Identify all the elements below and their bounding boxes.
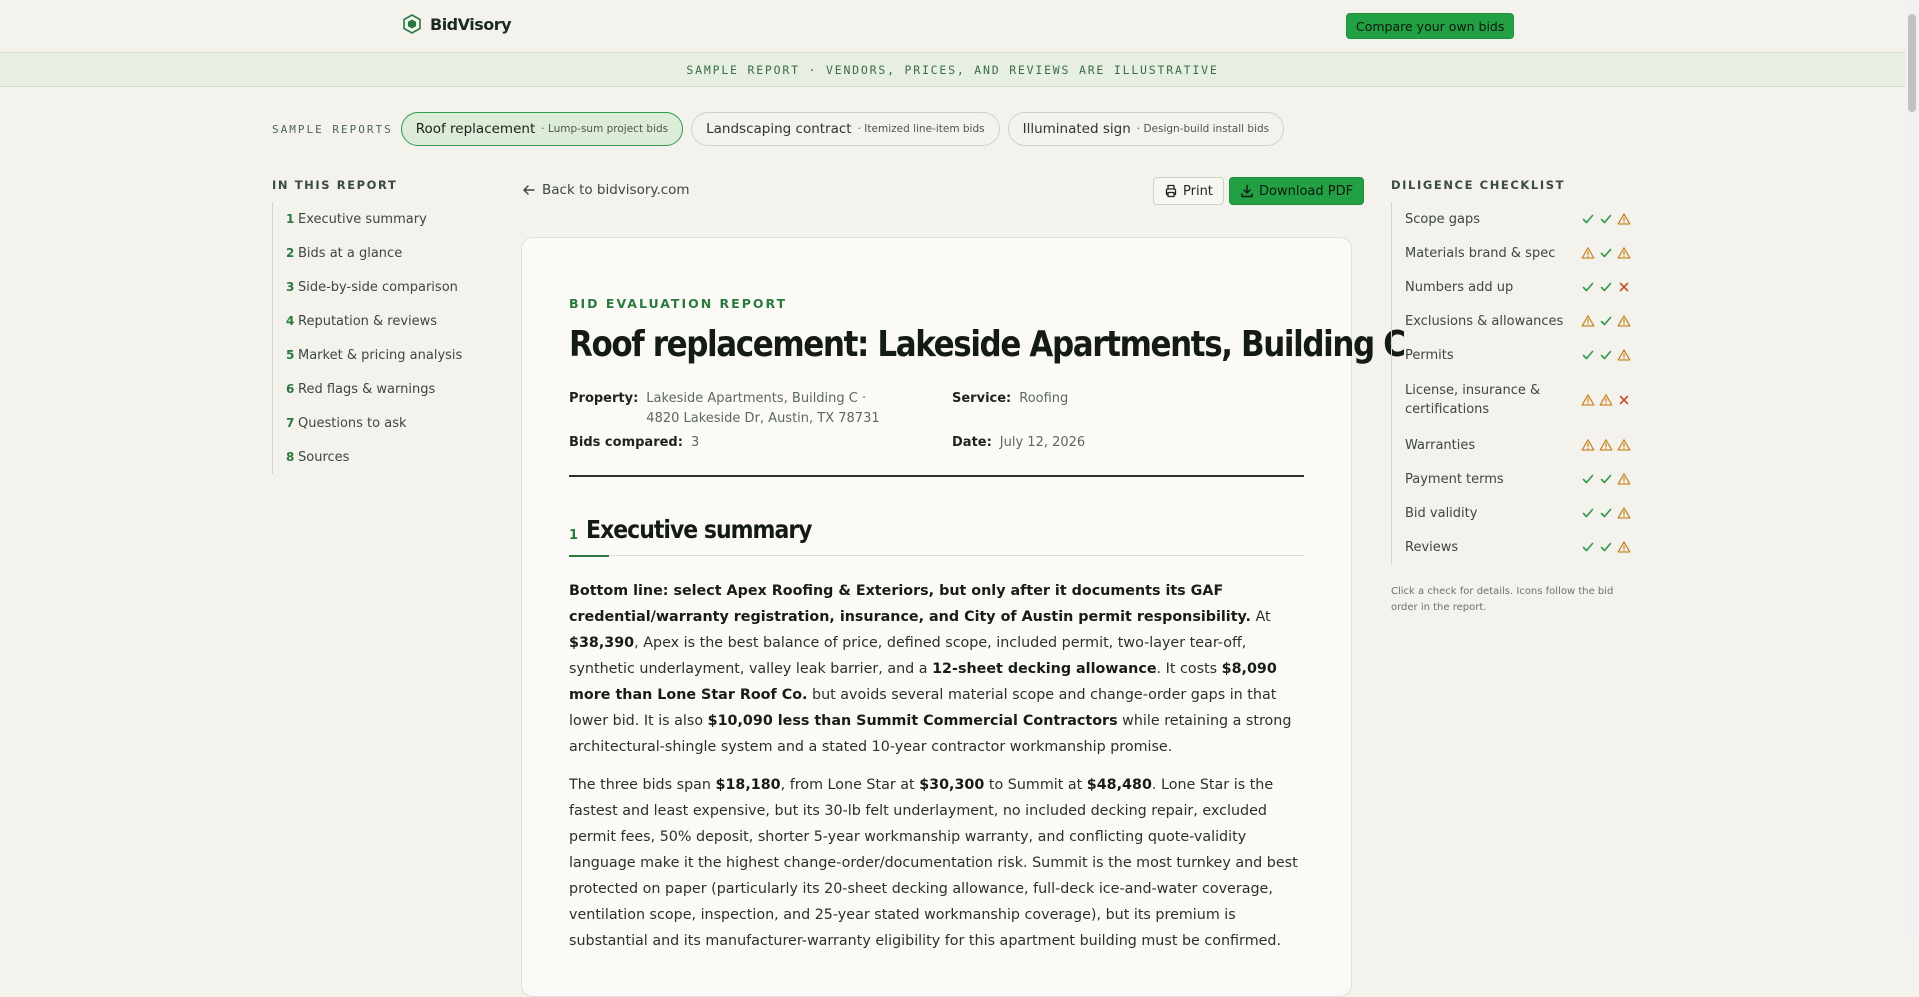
brand-name: BidVisory: [430, 14, 512, 34]
checklist-row[interactable]: [1405, 530, 1631, 564]
toc-label: Side-by-side comparison: [298, 279, 458, 295]
warning-triangle-icon[interactable]: [1617, 540, 1631, 554]
warning-triangle-icon[interactable]: [1581, 393, 1595, 407]
warning-triangle-icon[interactable]: [1581, 246, 1595, 260]
check-icon[interactable]: [1581, 212, 1595, 226]
scrollbar-thumb[interactable]: [1908, 14, 1916, 112]
toc-item-red-flags[interactable]: [286, 372, 472, 406]
sample-report-banner: SAMPLE REPORT · VENDORS, PRICES, AND REVIEWS ARE ILLUSTRATIVE: [0, 53, 1905, 87]
toc-label: Executive summary: [298, 211, 427, 227]
checklist-row-icons: [1581, 314, 1631, 328]
toc-number: 6: [286, 382, 295, 396]
warning-triangle-icon[interactable]: [1617, 472, 1631, 486]
summary-bold: Bottom line: select Apex Roofing & Exteriors, but only after it documents its GAF credential/warranty registration, insurance, and City of Austin permit responsibility.: [569, 583, 1251, 625]
toc-label: Questions to ask: [298, 415, 407, 431]
print-label: Print: [1183, 183, 1213, 199]
section-title: Executive summary: [586, 516, 812, 545]
summary-bold: $18,180: [715, 777, 781, 793]
section-accent-underline: [569, 555, 609, 557]
summary-text: to Summit at: [984, 777, 1087, 793]
summary-text: The three bids span: [569, 777, 716, 793]
toc-number: 8: [286, 450, 295, 464]
checklist-row[interactable]: [1405, 202, 1631, 236]
checklist-row[interactable]: [1405, 338, 1631, 372]
toc-number: 7: [286, 416, 295, 430]
toc-item-sources[interactable]: [286, 440, 472, 474]
sample-pill-title: Roof replacement: [415, 121, 536, 137]
toc-item-reputation[interactable]: [286, 304, 472, 338]
checklist-row[interactable]: [1405, 270, 1631, 304]
meta-service-key: Service:: [952, 391, 1012, 406]
logo-hexagon-icon: [402, 14, 422, 34]
meta-date-key: Date:: [952, 435, 992, 450]
warning-triangle-icon[interactable]: [1599, 438, 1613, 452]
checklist-row[interactable]: [1405, 462, 1631, 496]
sample-pill-landscaping[interactable]: [691, 112, 999, 146]
meta-bids-key: Bids compared:: [569, 435, 683, 450]
checklist-row-label: Permits: [1405, 347, 1454, 363]
warning-triangle-icon[interactable]: [1617, 348, 1631, 362]
checklist-row-icons: [1581, 506, 1631, 520]
meta-property-value: Lakeside Apartments, Building C · 4820 Lakeside Dr, Austin, TX 78731: [646, 391, 880, 426]
summary-text: while retaining a strong architectural-shingle system and a stated 10-year contractor workmanship promise.: [569, 713, 1292, 755]
scrollbar-track[interactable]: [1905, 0, 1919, 940]
brand-logo[interactable]: [402, 14, 511, 34]
executive-summary-body: [569, 578, 1304, 966]
meta-service: [952, 389, 1068, 409]
check-icon[interactable]: [1599, 472, 1613, 486]
report-toc: [272, 178, 472, 474]
toc-number: 4: [286, 314, 295, 328]
meta-bids-value: 3: [690, 435, 700, 450]
checklist-note: Click a check for details. Icons follow the bid order in the report.: [1391, 586, 1614, 613]
report-card: [521, 237, 1405, 997]
toc-number: 2: [286, 246, 295, 260]
checklist-row-icons: [1581, 393, 1631, 407]
toc-item-bids-at-a-glance[interactable]: [286, 236, 472, 270]
summary-bold: $10,090 less than Summit Commercial Contractors: [707, 713, 1118, 729]
summary-paragraph: [569, 772, 1304, 954]
checklist-row[interactable]: [1405, 304, 1631, 338]
summary-text: At: [1250, 609, 1271, 625]
summary-bold: $30,300: [919, 777, 985, 793]
check-icon[interactable]: [1581, 280, 1595, 294]
download-icon: [1240, 184, 1254, 198]
checklist-row-label: Exclusions & allowances: [1405, 313, 1564, 329]
meta-property: [569, 389, 889, 429]
sample-pill-subtitle: · Itemized line-item bids: [858, 123, 985, 135]
checklist-row-icons: [1581, 246, 1631, 260]
summary-bold: $48,480: [1086, 777, 1152, 793]
toc-label: Reputation & reviews: [298, 313, 438, 329]
warning-triangle-icon[interactable]: [1617, 438, 1631, 452]
check-icon[interactable]: [1581, 540, 1595, 554]
meta-service-value: Roofing: [1019, 391, 1069, 406]
warning-triangle-icon[interactable]: [1617, 506, 1631, 520]
cross-icon[interactable]: [1617, 280, 1631, 294]
meta-date-value: July 12, 2026: [999, 435, 1086, 450]
top-bar: [0, 0, 1905, 53]
report-title: Roof replacement: Lakeside Apartments, Building C: [569, 324, 1405, 366]
summary-text: but avoids several material scope and change-order gaps in that lower bid. It is also: [569, 687, 1277, 729]
checklist-row-label: Scope gaps: [1405, 211, 1480, 227]
toc-item-questions[interactable]: [286, 406, 472, 440]
toc-number: 5: [286, 348, 295, 362]
summary-text: , from Lone Star at: [780, 777, 920, 793]
warning-triangle-icon[interactable]: [1617, 246, 1631, 260]
check-icon[interactable]: [1599, 540, 1613, 554]
warning-triangle-icon[interactable]: [1617, 212, 1631, 226]
warning-triangle-icon[interactable]: [1617, 314, 1631, 328]
section-heading-executive-summary: [569, 516, 1304, 556]
checklist-row[interactable]: [1405, 428, 1631, 462]
meta-bids: [569, 433, 699, 453]
checklist-row-icons: [1581, 212, 1631, 226]
warning-triangle-icon[interactable]: [1581, 438, 1595, 452]
checklist-row-icons: [1581, 348, 1631, 362]
toc-label: Market & pricing analysis: [298, 347, 463, 363]
sample-reports-bar: [272, 112, 1284, 146]
check-icon[interactable]: [1599, 348, 1613, 362]
download-pdf-button[interactable]: [1229, 177, 1364, 205]
toc-item-side-by-side[interactable]: [286, 270, 472, 304]
summary-text: . It costs: [1156, 661, 1222, 677]
checklist-row-label: Reviews: [1405, 539, 1459, 555]
summary-text: , Apex is the best balance of price, defined scope, included permit, two-layer tear-off, synthetic underlayment, valley leak barrier, and a: [569, 635, 1247, 677]
check-icon[interactable]: [1599, 212, 1613, 226]
summary-paragraph: [569, 578, 1304, 760]
sample-pill-roof[interactable]: [401, 112, 683, 146]
sample-pill-title: Illuminated sign: [1022, 121, 1131, 137]
sample-reports-label: SAMPLE REPORTS: [272, 122, 393, 136]
checklist-row-label: Numbers add up: [1405, 279, 1514, 295]
checklist-title: DILIGENCE CHECKLIST: [1391, 178, 1566, 192]
checklist-row[interactable]: [1405, 236, 1631, 270]
check-icon[interactable]: [1599, 314, 1613, 328]
check-icon[interactable]: [1581, 506, 1595, 520]
back-link-label: Back to bidvisory.com: [542, 182, 690, 198]
print-button[interactable]: [1153, 177, 1224, 205]
toc-number: 3: [286, 280, 295, 294]
toc-list: [272, 202, 472, 474]
checklist-row-icons: [1581, 280, 1631, 294]
check-icon[interactable]: [1581, 348, 1595, 362]
arrow-left-icon: [522, 183, 536, 197]
checklist-row-icons: [1581, 540, 1631, 554]
checklist-list: [1391, 202, 1631, 564]
diligence-checklist: [1391, 178, 1631, 616]
warning-triangle-icon[interactable]: [1599, 393, 1613, 407]
checklist-row-label: Warranties: [1405, 437, 1476, 453]
toc-number: 1: [286, 212, 295, 226]
check-icon[interactable]: [1581, 472, 1595, 486]
checklist-row-label: Materials brand & spec: [1405, 245, 1556, 261]
summary-bold: $38,390: [569, 635, 635, 651]
sample-pill-title: Landscaping contract: [706, 121, 852, 137]
back-link[interactable]: [522, 182, 690, 198]
toc-label: Red flags & warnings: [298, 381, 436, 397]
summary-bold: $8,090 more than Lone Star Roof Co.: [569, 661, 1277, 703]
toc-title: IN THIS REPORT: [272, 178, 398, 192]
header-rule: [569, 475, 1304, 477]
summary-bold: 12-sheet decking allowance: [932, 661, 1157, 677]
check-icon[interactable]: [1599, 246, 1613, 260]
check-icon[interactable]: [1599, 280, 1613, 294]
summary-text: . Lone Star is the fastest and least expensive, but its 30-lb felt underlayment, no included decking repair, excluded permit fees, 50% deposit, shorter 5-year workmanship warranty, and conflicting quote-validity language make it the highest change-order/documentation risk. Summit is the most turnkey and best protected on paper (particularly its 20-sheet decking allowance, full-deck ice-and-water coverage, ventilation scope, inspection, and 25-year stated workmanship coverage), but its premium is substantial and its manufacturer-warranty eligibility for this apartment building must be confirmed.: [569, 777, 1298, 949]
checklist-row-icons: [1581, 438, 1631, 452]
checklist-row-label: Payment terms: [1405, 471, 1504, 487]
cross-icon[interactable]: [1617, 393, 1631, 407]
toc-item-executive-summary[interactable]: [286, 202, 472, 236]
sample-pill-sign[interactable]: [1008, 112, 1285, 146]
meta-date: [952, 433, 1085, 453]
meta-property-key: Property:: [569, 391, 639, 406]
checklist-row-icons: [1581, 472, 1631, 486]
section-number: 1: [569, 528, 579, 543]
checklist-row-label: License, insurance & certifications: [1405, 383, 1541, 417]
toc-item-market-pricing[interactable]: [286, 338, 472, 372]
checklist-row[interactable]: [1405, 496, 1631, 530]
check-icon[interactable]: [1599, 506, 1613, 520]
warning-triangle-icon[interactable]: [1581, 314, 1595, 328]
compare-bids-button[interactable]: Compare your own bids: [1346, 13, 1514, 39]
report-eyebrow: BID EVALUATION REPORT: [569, 296, 788, 311]
printer-icon: [1164, 184, 1178, 198]
checklist-row[interactable]: [1405, 372, 1631, 428]
download-pdf-label: Download PDF: [1259, 183, 1354, 199]
sample-pill-subtitle: · Design-build install bids: [1137, 123, 1269, 135]
sample-pill-subtitle: · Lump-sum project bids: [541, 123, 668, 135]
toc-label: Sources: [298, 449, 350, 465]
checklist-row-label: Bid validity: [1405, 505, 1478, 521]
toc-label: Bids at a glance: [298, 245, 403, 261]
